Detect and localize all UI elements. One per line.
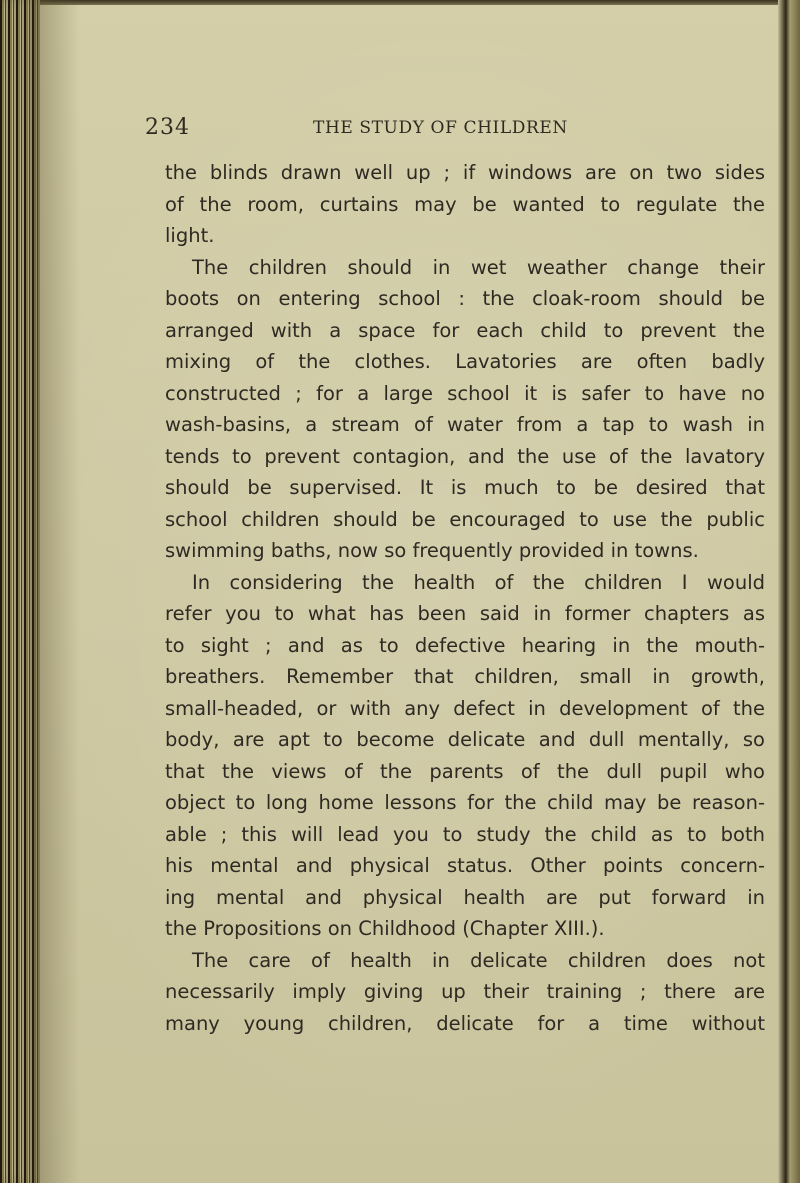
text-line: constructed ; for a large school it is safer to have no <box>165 381 765 405</box>
text-line: boots on entering school : the cloak-room should be <box>165 287 765 310</box>
text-line: arranged with a space for each child to prevent the <box>165 318 765 342</box>
body-text <box>165 157 765 1039</box>
paragraph-start-line: The care of health in delicate children does not <box>192 948 765 972</box>
text-line: body, are apt to become delicate and dull mentally, so <box>165 728 765 751</box>
text-line: the Propositions on Childhood (Chapter XIII.). <box>165 917 605 940</box>
book-spine-gutter <box>0 0 40 1183</box>
text-line: mixing of the clothes. Lavatories are often badly <box>165 350 765 373</box>
page-header <box>145 115 765 145</box>
gutter-shadow <box>40 0 80 1183</box>
text-line: that the views of the parents of the dull pupil who <box>165 759 765 783</box>
text-line: should be supervised. It is much to be desired that <box>165 476 765 499</box>
text-line: necessarily imply giving up their training ; there are <box>165 980 765 1003</box>
running-head: THE STUDY OF CHILDREN <box>313 118 568 138</box>
text-line: tends to prevent contagion, and the use of the lavatory <box>165 444 765 468</box>
text-line: school children should be encouraged to use the public <box>165 507 765 531</box>
paragraph-start-line: In considering the health of the children I would <box>192 570 765 594</box>
text-line: able ; this will lead you to study the child as to both <box>165 822 765 846</box>
text-line: breathers. Remember that children, small in growth, <box>165 665 765 688</box>
text-line: refer you to what has been said in former chapters as <box>165 602 765 625</box>
text-line: to sight ; and as to defective hearing in the mouth- <box>165 633 765 657</box>
text-line: light. <box>165 224 215 247</box>
text-line: of the room, curtains may be wanted to regulate the <box>165 192 765 216</box>
page-edge-stack <box>778 0 800 1183</box>
text-line: many young children, delicate for a time without <box>165 1011 765 1035</box>
text-line: his mental and physical status. Other points concern- <box>165 854 765 877</box>
text-line: object to long home lessons for the child may be reason- <box>165 791 765 814</box>
page-top-edge <box>0 0 800 5</box>
text-line: swimming baths, now so frequently provided in towns. <box>165 539 699 562</box>
text-line: wash-basins, a stream of water from a tap to wash in <box>165 413 765 436</box>
paragraph-start-line: The children should in wet weather change their <box>192 255 765 279</box>
text-line: small-headed, or with any defect in development of the <box>165 696 765 720</box>
page-number: 234 <box>145 115 190 140</box>
text-line: the blinds drawn well up ; if windows are on two sides <box>165 161 765 184</box>
text-line: ing mental and physical health are put forward in <box>165 885 765 909</box>
